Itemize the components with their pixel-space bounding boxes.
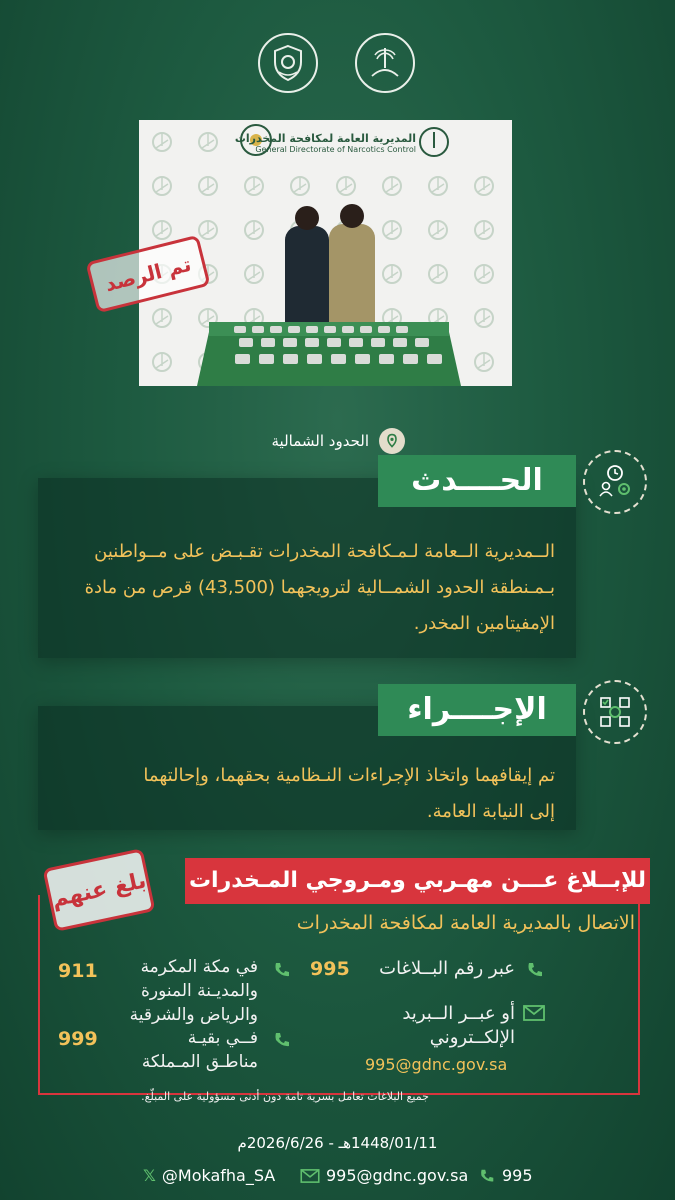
location-label: الحدود الشمالية — [271, 432, 369, 450]
event-clock-people-icon — [583, 450, 647, 514]
gdnc-emblem — [258, 33, 318, 93]
action-title: الإجــــراء — [378, 684, 576, 736]
region1-label: في مكة المكرمة والمديـنة المنورة والرياض والشرقية — [129, 957, 258, 1025]
region2-number: 999 — [58, 1028, 98, 1050]
footer-phone[interactable]: 995 — [478, 1166, 533, 1185]
x-logo-icon: 𝕏 — [143, 1166, 156, 1185]
report-them-stamp: بلغ عنهم — [42, 848, 155, 932]
confidential-note: جميع البلاغات تعامل بسرية تامة دون أدنى مسؤولية على المبلّغ. — [141, 1090, 429, 1103]
action-text: تم إيقافهما واتخاذ الإجراءات النـظامية بحقهما، وإحالتهما إلى النيابة العامة. — [143, 765, 555, 822]
event-text: الــمديرية الــعامة لـمـكافحة المخدرات تقـبـض على مــواطنين بـمـنطقة الحدود الشمــالية لترويجهما (43,500) قرص من مادة الإمفيتامين المخدر. — [84, 541, 555, 634]
hotline-number: 995 — [310, 958, 350, 980]
email-envelope-icon — [523, 1005, 545, 1025]
region1-phone-icon — [272, 960, 292, 984]
photo-header: المديرية العامة لمكافحة المخدرات General Directorate of Narcotics Control — [234, 132, 416, 154]
event-title: الحــــدث — [378, 455, 576, 507]
footer-email[interactable]: 995@gdnc.gov.sa — [300, 1166, 468, 1185]
phone-icon — [478, 1167, 496, 1185]
report-email[interactable]: 995@gdnc.gov.sa — [365, 1055, 508, 1074]
hotline-phone-icon — [525, 960, 545, 984]
action-process-icon — [583, 680, 647, 744]
location-row — [272, 428, 406, 454]
footer-date: 1448/01/11هـ - 2026/6/26م — [237, 1134, 438, 1152]
location-pin-icon — [379, 428, 405, 454]
region1-number: 911 — [58, 960, 98, 982]
hotline-label: عبر رقم البــلاغات — [379, 958, 515, 979]
region2-phone-icon — [272, 1030, 292, 1054]
saudi-emblem — [355, 33, 415, 93]
footer-twitter[interactable]: 𝕏 @Mokafha_SA — [143, 1166, 276, 1185]
region2-label: فــي بقيـة مناطـق المـملكة — [141, 1028, 258, 1072]
email-label: أو عبــر الــبريد الإلكــتروني — [402, 1003, 515, 1048]
palm-swords-icon — [364, 42, 406, 84]
envelope-icon — [300, 1169, 320, 1183]
shield-icon — [267, 42, 309, 84]
report-subtitle: الاتصال بالمديرية العامة لمكافحة المخدرات — [296, 912, 635, 934]
report-banner: للإبــلاغ عـــن مهـربي ومـروجي المـخدرات — [185, 858, 650, 904]
monitored-stamp: تم الرصد — [85, 235, 210, 314]
